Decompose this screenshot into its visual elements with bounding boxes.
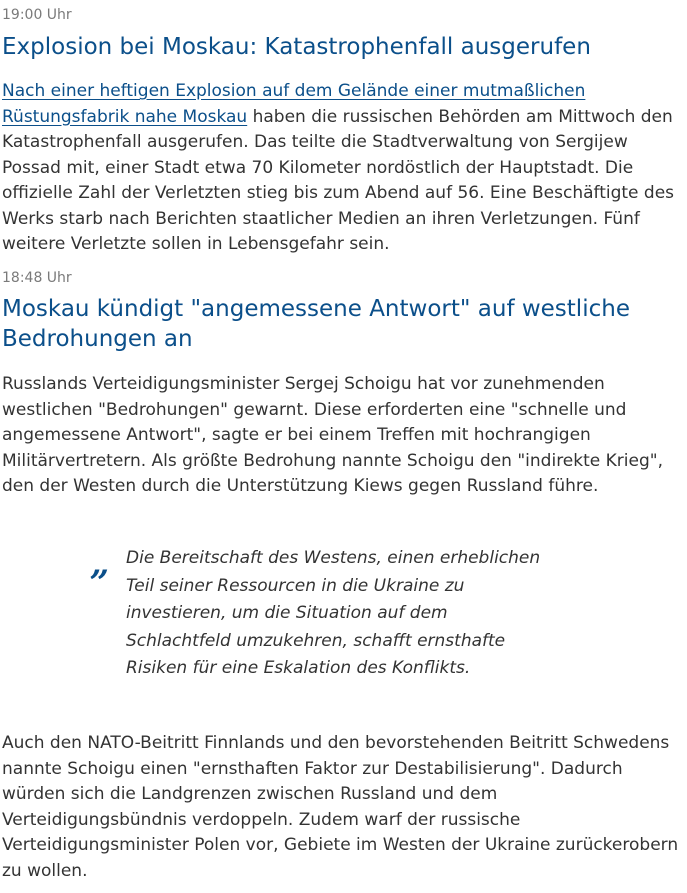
quote-mark-icon: „ (90, 544, 110, 584)
article-link[interactable]: Nach einer heftigen Explosion auf dem Gelände einer mutmaßlichen Rüstungsfabrik nahe Moskau (2, 81, 586, 127)
entry-body-text: haben die russischen Behörden am Mittwoch den Katastrophenfall ausgerufen. Das teilte die Stadtverwaltung von Sergijew Possad mit, einer Stadt etwa 70 Kilometer nordöstlich der Hauptstadt. Die offizielle Zahl der Verletzten stieg bis zum Abend auf 56. Eine Beschäftigte des Werks starb nach Berichten staatlicher Medien an ihren Verletzungen. Fünf weitere Verletzte sollen in Lebensgefahr sein. (2, 106, 675, 254)
quote-text: Die Bereitschaft des Westens, einen erheblichen Teil seiner Ressourcen in die Ukraine zu investieren, um die Situation auf dem Schlachtfeld umzukehren, schafft ernsthafte Risiken für eine Eskalation des Konflikts. (126, 548, 541, 678)
entry-headline: Explosion bei Moskau: Katastrophenfall ausgerufen (2, 34, 591, 60)
entry-paragraph: Russlands Verteidigungsminister Sergej Schoigu hat vor zunehmenden westlichen "Bedrohungen" gewarnt. Diese erforderten eine "schnelle und angemessene Antwort", sagte er bei einem Treffen mit hochrangigen Militärvertretern. Als größte Bedrohung nannte Schoigu den "indirekte Krieg", den der Westen durch die Unterstützung Kiews gegen Russland führe. (2, 374, 663, 496)
entry-headline: Moskau kündigt "angemessene Antwort" auf westliche Bedrohungen an (2, 296, 630, 352)
entry-paragraph: Auch den NATO-Beitritt Finnlands und den bevorstehenden Beitritt Schwedens nannte Schoigu einen "ernsthaften Faktor zur Destabilisierung". Dadurch würden sich die Landgrenzen zwischen Russland und dem Verteidigungsbündnis verdoppeln. Zudem warf der russische Verteidigungsminister Polen vor, Gebiete im Westen der Ukraine zurückerobern zu wollen. (2, 733, 679, 881)
entry-timestamp: 19:00 Uhr (2, 7, 72, 23)
entry-body (2, 79, 682, 258)
entry-timestamp: 18:48 Uhr (2, 270, 72, 286)
